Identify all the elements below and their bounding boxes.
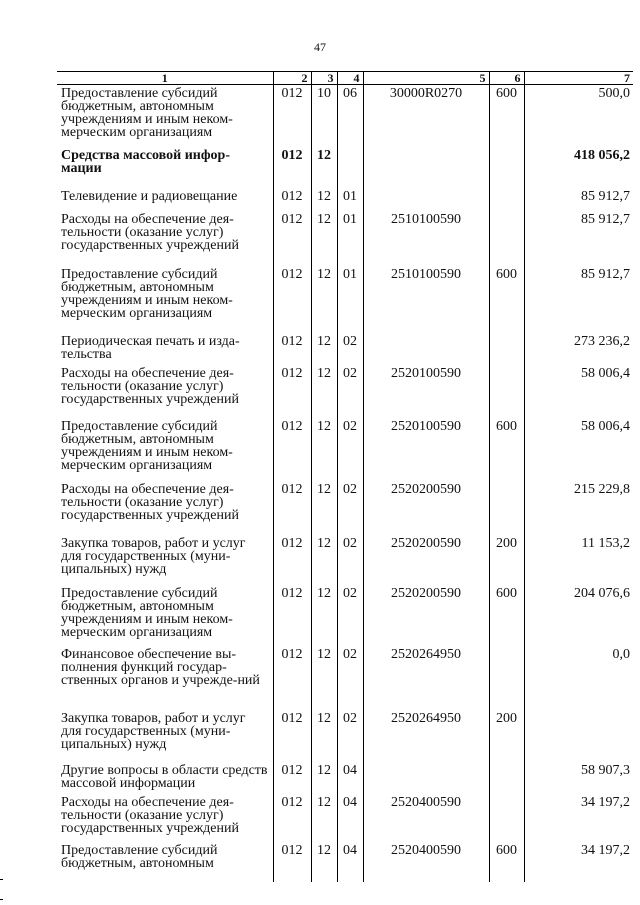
table-row: [57, 188, 633, 211]
cell-subsection: 04: [337, 794, 363, 842]
cell-admin-code: 012: [273, 710, 311, 762]
cell-target-article: 30000R0270: [363, 85, 489, 147]
cell-name: Расходы на обеспечение дея-тельности (оказание услуг) государственных учреждений: [61, 481, 239, 523]
header-row: [57, 72, 633, 85]
table-row: [57, 418, 633, 481]
cell-subsection: 04: [337, 842, 363, 882]
cell-name: Расходы на обеспечение дея-тельности (оказание услуг) государственных учреждений: [61, 211, 239, 253]
cell-expense-type: [489, 794, 524, 842]
cell-target-article: 2510100590: [363, 211, 489, 266]
cell-subsection: 02: [337, 535, 363, 585]
cell-target-article: 2520200590: [363, 481, 489, 535]
cell-subsection: 01: [337, 188, 363, 211]
cell-section: 12: [311, 365, 337, 418]
table-row: [57, 147, 633, 188]
cell-target-article: 2520264950: [363, 710, 489, 762]
cell-section: 12: [311, 147, 337, 188]
cell-section: 12: [311, 188, 337, 211]
table-row: [57, 211, 633, 266]
cell-target-article: 2520100590: [363, 418, 489, 481]
cell-subsection: 01: [337, 266, 363, 333]
cell-section: 12: [311, 794, 337, 842]
cell-amount: 85 912,7: [524, 211, 633, 266]
cell-name: Закупка товаров, работ и услуг для государственных (муни-ципальных) нужд: [61, 535, 246, 577]
cell-expense-type: 200: [489, 710, 524, 762]
table-row: [57, 365, 633, 418]
cell-amount: [524, 710, 633, 762]
cell-section: 12: [311, 585, 337, 646]
cell-admin-code: 012: [273, 418, 311, 481]
cell-subsection: 02: [337, 418, 363, 481]
cell-expense-type: 600: [489, 266, 524, 333]
cell-section: 12: [311, 762, 337, 794]
cell-target-article: 2520264950: [363, 646, 489, 710]
table-row: [57, 266, 633, 333]
table-row: [57, 535, 633, 585]
cell-target-article: 2520200590: [363, 535, 489, 585]
cell-admin-code: 012: [273, 585, 311, 646]
cell-admin-code: 012: [273, 211, 311, 266]
cell-name: Средства массовой инфор-мации: [61, 147, 230, 176]
table-row: [57, 481, 633, 535]
cell-name: Предоставление субсидий бюджетным, автономным: [61, 842, 218, 871]
cell-expense-type: [489, 211, 524, 266]
cell-admin-code: 012: [273, 266, 311, 333]
header-col-3: 3: [311, 72, 337, 85]
cell-amount: 215 229,8: [524, 481, 633, 535]
cell-section: 10: [311, 85, 337, 147]
cell-target-article: 2520200590: [363, 585, 489, 646]
cell-name: Предоставление субсидий бюджетным, автономным учреждениям и иным неком-мерческим организациям: [61, 418, 233, 473]
cell-expense-type: [489, 646, 524, 710]
cell-amount: 85 912,7: [524, 266, 633, 333]
cell-subsection: 04: [337, 762, 363, 794]
cell-expense-type: 600: [489, 85, 524, 147]
table-row: [57, 794, 633, 842]
cell-subsection: 02: [337, 710, 363, 762]
cell-target-article: 2520100590: [363, 365, 489, 418]
header-col-5: 5: [363, 72, 489, 85]
cell-subsection: [337, 147, 363, 188]
cell-subsection: 02: [337, 585, 363, 646]
table-row: [57, 842, 633, 882]
cell-admin-code: 012: [273, 842, 311, 882]
cell-expense-type: [489, 147, 524, 188]
cell-section: 12: [311, 211, 337, 266]
table-row: [57, 762, 633, 794]
cell-target-article: 2510100590: [363, 266, 489, 333]
header-col-4: 4: [337, 72, 363, 85]
cell-section: 12: [311, 333, 337, 365]
cell-name: Предоставление субсидий бюджетным, автономным учреждениям и иным неком-мерческим организациям: [61, 585, 233, 640]
cell-section: 12: [311, 535, 337, 585]
cell-target-article: [363, 188, 489, 211]
cell-target-article: [363, 333, 489, 365]
cell-name: Периодическая печать и изда-тельства: [61, 333, 240, 362]
cell-name: Расходы на обеспечение дея-тельности (оказание услуг) государственных учреждений: [61, 794, 239, 836]
table-body: [57, 85, 633, 882]
cell-admin-code: 012: [273, 481, 311, 535]
cell-admin-code: 012: [273, 646, 311, 710]
table-row: [57, 333, 633, 365]
cell-admin-code: 012: [273, 794, 311, 842]
cell-expense-type: [489, 481, 524, 535]
cell-expense-type: 200: [489, 535, 524, 585]
cell-subsection: 02: [337, 646, 363, 710]
cell-section: 12: [311, 481, 337, 535]
page-number: 47: [314, 40, 326, 54]
cell-amount: 58 907,3: [524, 762, 633, 794]
cell-name: Расходы на обеспечение дея-тельности (оказание услуг) государственных учреждений: [61, 365, 239, 407]
header-col-7: 7: [524, 72, 633, 85]
cell-name: Другие вопросы в области средств массовой информации: [61, 762, 268, 791]
header-col-2: 2: [273, 72, 311, 85]
cell-amount: 11 153,2: [524, 535, 633, 585]
cell-name: Закупка товаров, работ и услуг для государственных (муни-ципальных) нужд: [61, 710, 246, 752]
cell-expense-type: 600: [489, 585, 524, 646]
margin-mark: [0, 899, 3, 900]
cell-subsection: 06: [337, 85, 363, 147]
cell-amount: 34 197,2: [524, 794, 633, 842]
cell-admin-code: 012: [273, 365, 311, 418]
cell-name: Телевидение и радиовещание: [61, 188, 238, 204]
cell-section: 12: [311, 266, 337, 333]
cell-subsection: 02: [337, 333, 363, 365]
cell-amount: 85 912,7: [524, 188, 633, 211]
cell-expense-type: 600: [489, 842, 524, 882]
cell-target-article: [363, 762, 489, 794]
table-row: [57, 646, 633, 710]
cell-amount: 418 056,2: [524, 147, 633, 188]
cell-amount: 58 006,4: [524, 365, 633, 418]
cell-admin-code: 012: [273, 762, 311, 794]
cell-expense-type: [489, 762, 524, 794]
cell-subsection: 01: [337, 211, 363, 266]
cell-expense-type: [489, 365, 524, 418]
cell-amount: 273 236,2: [524, 333, 633, 365]
cell-admin-code: 012: [273, 535, 311, 585]
table-row: [57, 85, 633, 147]
table-row: [57, 710, 633, 762]
cell-admin-code: 012: [273, 147, 311, 188]
cell-name: Финансовое обеспечение вы-полнения функций государ-ственных органов и учрежде-ний: [61, 646, 260, 688]
cell-section: 12: [311, 418, 337, 481]
cell-amount: 204 076,6: [524, 585, 633, 646]
cell-expense-type: 600: [489, 418, 524, 481]
cell-admin-code: 012: [273, 333, 311, 365]
cell-admin-code: 012: [273, 85, 311, 147]
cell-section: 12: [311, 646, 337, 710]
cell-amount: 0,0: [524, 646, 633, 710]
cell-name: Предоставление субсидий бюджетным, автономным учреждениям и иным неком-мерческим организациям: [61, 86, 233, 140]
cell-expense-type: [489, 333, 524, 365]
cell-amount: 500,0: [524, 85, 633, 147]
header-col-1: 1: [57, 72, 273, 85]
cell-admin-code: 012: [273, 188, 311, 211]
cell-amount: 58 006,4: [524, 418, 633, 481]
header-col-6: 6: [489, 72, 524, 85]
margin-mark: [0, 879, 3, 880]
cell-section: 12: [311, 842, 337, 882]
cell-target-article: 2520400590: [363, 794, 489, 842]
budget-table: [57, 71, 633, 882]
cell-subsection: 02: [337, 481, 363, 535]
cell-expense-type: [489, 188, 524, 211]
cell-subsection: 02: [337, 365, 363, 418]
cell-amount: 34 197,2: [524, 842, 633, 882]
cell-target-article: [363, 147, 489, 188]
cell-target-article: 2520400590: [363, 842, 489, 882]
table-row: [57, 585, 633, 646]
cell-name: Предоставление субсидий бюджетным, автономным учреждениям и иным неком-мерческим организациям: [61, 266, 233, 321]
cell-section: 12: [311, 710, 337, 762]
